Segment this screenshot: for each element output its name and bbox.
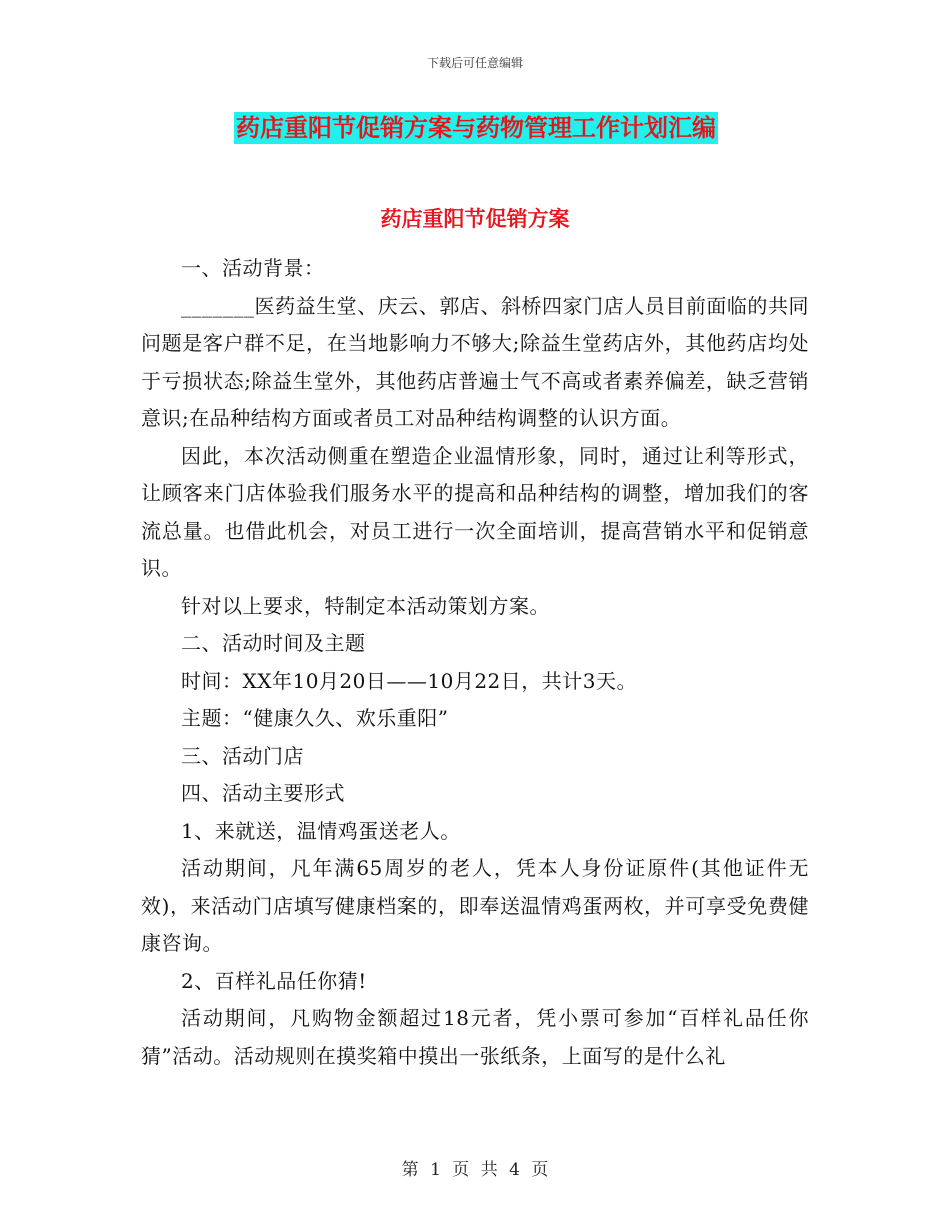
header-note: 下载后可任意编辑 [426, 56, 523, 70]
paragraph: 时间：XX年10月20日——10月22日，共计3天。 [181, 668, 637, 693]
main-title: 药店重阳节促销方案与药物管理工作计划汇编 [236, 113, 716, 142]
paragraph: 2、百样礼品任你猜! [181, 968, 367, 993]
paragraph: 1、来就送，温情鸡蛋送老人。 [181, 818, 461, 843]
paragraph: 二、活动时间及主题 [181, 631, 366, 655]
page-footer: 第 1 页 共 4 页 [401, 1160, 549, 1180]
paragraph: 针对以上要求，特制定本活动策划方案。 [181, 593, 550, 618]
paragraph: _______医药益生堂、庆云、郭店、斜桥四家门店人员目前面临的共同问题是客户群不足，在当地影响力不够大;除益生堂药店外，其他药店均处于亏损状态;除益生堂外，其他药店普遍士气不高或者素养偏差，缺乏营销意识;在品种结构方面或者员工对品种结构调整的认识方面。 [141, 293, 809, 430]
paragraph: 一、活动背景： [181, 256, 325, 280]
body-text [141, 250, 809, 1075]
paragraph: 四、活动主要形式 [181, 781, 345, 805]
paragraph: 活动期间，凡年满65周岁的老人，凭本人身份证原件(其他证件无效)，来活动门店填写健康档案的，即奉送温情鸡蛋两枚，并可享受免费健康咨询。 [141, 856, 809, 955]
section-title: 药店重阳节促销方案 [380, 206, 570, 231]
paragraph: 主题：“健康久久、欢乐重阳” [181, 706, 449, 730]
paragraph: 三、活动门店 [181, 743, 304, 768]
paragraph: 因此，本次活动侧重在塑造企业温情形象，同时，通过让利等形式，让顾客来门店体验我们服务水平的提高和品种结构的调整，增加我们的客流总量。也借此机会，对员工进行一次全面培训，提高营销水平和促销意识。 [141, 443, 809, 580]
paragraph: 活动期间，凡购物金额超过18元者，凭小票可参加“百样礼品任你猜”活动。活动规则在摸奖箱中摸出一张纸条，上面写的是什么礼 [141, 1006, 809, 1068]
